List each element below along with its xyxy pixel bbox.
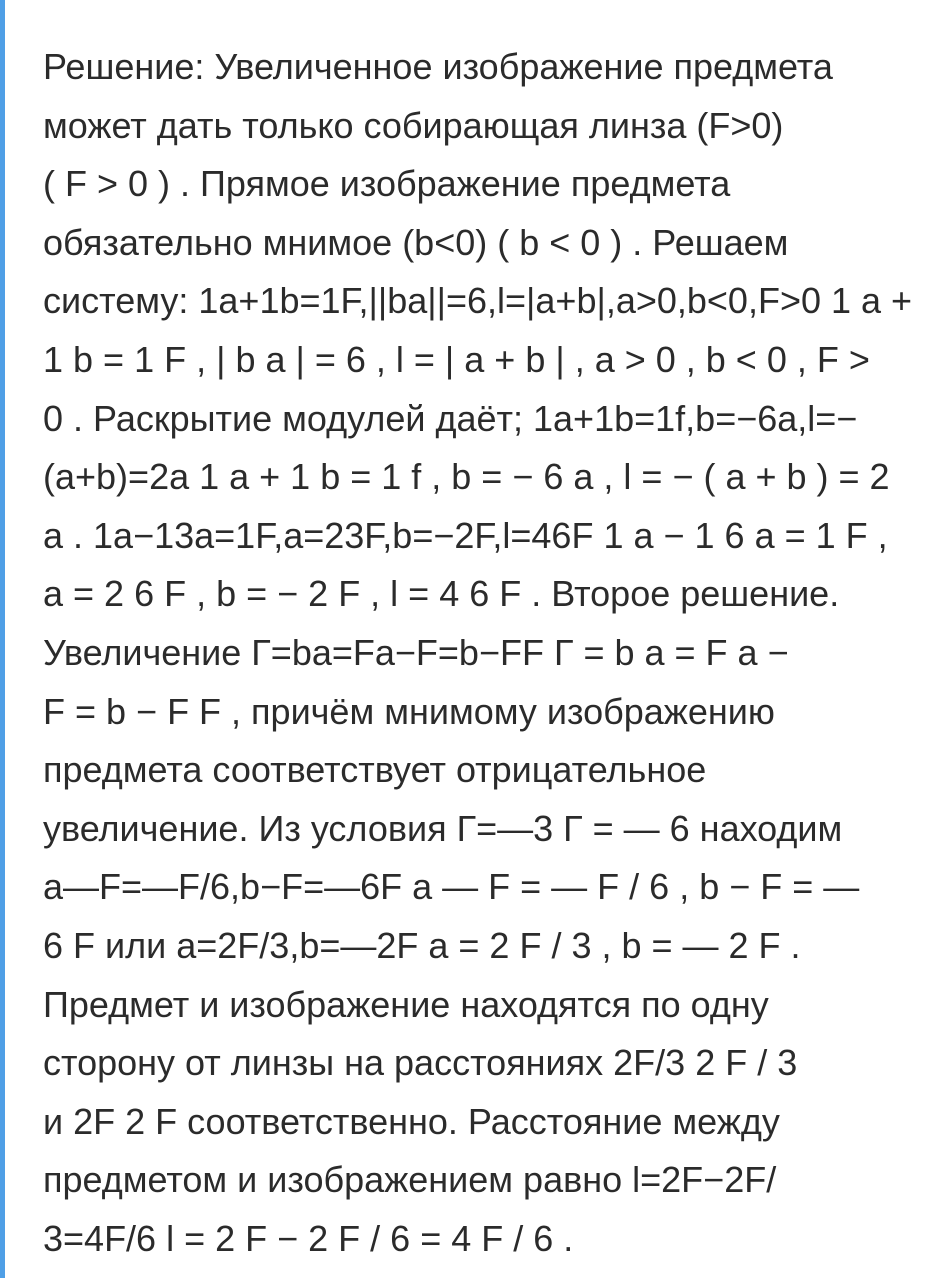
text-line: 0 . Раскрытие модулей даёт; 1a+1b=1f,b=−6a,l=−	[43, 397, 858, 439]
text-line: обязательно мнимое (b<0) ( b < 0 ) . Решаем	[43, 221, 789, 263]
left-accent-bar	[0, 0, 5, 1278]
text-line: a . 1a−13a=1F,a=23F,b=−2F,l=46F 1 a − 1 6 a = 1 F ,	[43, 514, 888, 556]
text-line: Увеличение Г=ba=Fa−F=b−FF Г = b a = F a −	[43, 631, 789, 673]
text-line: увеличение. Из условия Г=—3 Г = — 6 находим	[43, 807, 843, 849]
text-line: 6 F или a=2F/3,b=—2F a = 2 F / 3 , b = — 2 F .	[43, 924, 801, 966]
text-line: сторону от линзы на расстояниях 2F/3 2 F / 3	[43, 1042, 798, 1084]
text-line: систему: 1a+1b=1F,||ba||=6,l=|a+b|,a>0,b<0,F>0 1 a +	[43, 280, 913, 322]
text-line: Предмет и изображение находятся по одну	[43, 983, 769, 1025]
text-line: предметом и изображением равно l=2F−2F/	[43, 1159, 777, 1201]
text-line: и 2F 2 F соответственно. Расстояние между	[43, 1100, 780, 1142]
text-line: предмета соответствует отрицательное	[43, 749, 707, 791]
text-line: a = 2 6 F , b = − 2 F , l = 4 6 F . Второе решение.	[43, 573, 840, 615]
text-line: ( F > 0 ) . Прямое изображение предмета	[43, 163, 731, 205]
text-line: a—F=—F/6,b−F=—6F a — F = — F / 6 , b − F = —	[43, 866, 860, 908]
text-line: (a+b)=2a 1 a + 1 b = 1 f , b = − 6 a , l = − ( a + b ) = 2	[43, 456, 890, 498]
solution-text	[43, 38, 943, 1268]
text-line: может дать только собирающая линза (F>0)	[43, 104, 784, 146]
text-line: F = b − F F , причём мнимому изображению	[43, 690, 775, 732]
text-line: 1 b = 1 F , | b a | = 6 , l = | a + b | , a > 0 , b < 0 , F >	[43, 338, 870, 380]
text-line: Решение: Увеличенное изображение предмета	[43, 46, 833, 87]
text-line: 3=4F/6 l = 2 F − 2 F / 6 = 4 F / 6 .	[43, 1217, 574, 1259]
